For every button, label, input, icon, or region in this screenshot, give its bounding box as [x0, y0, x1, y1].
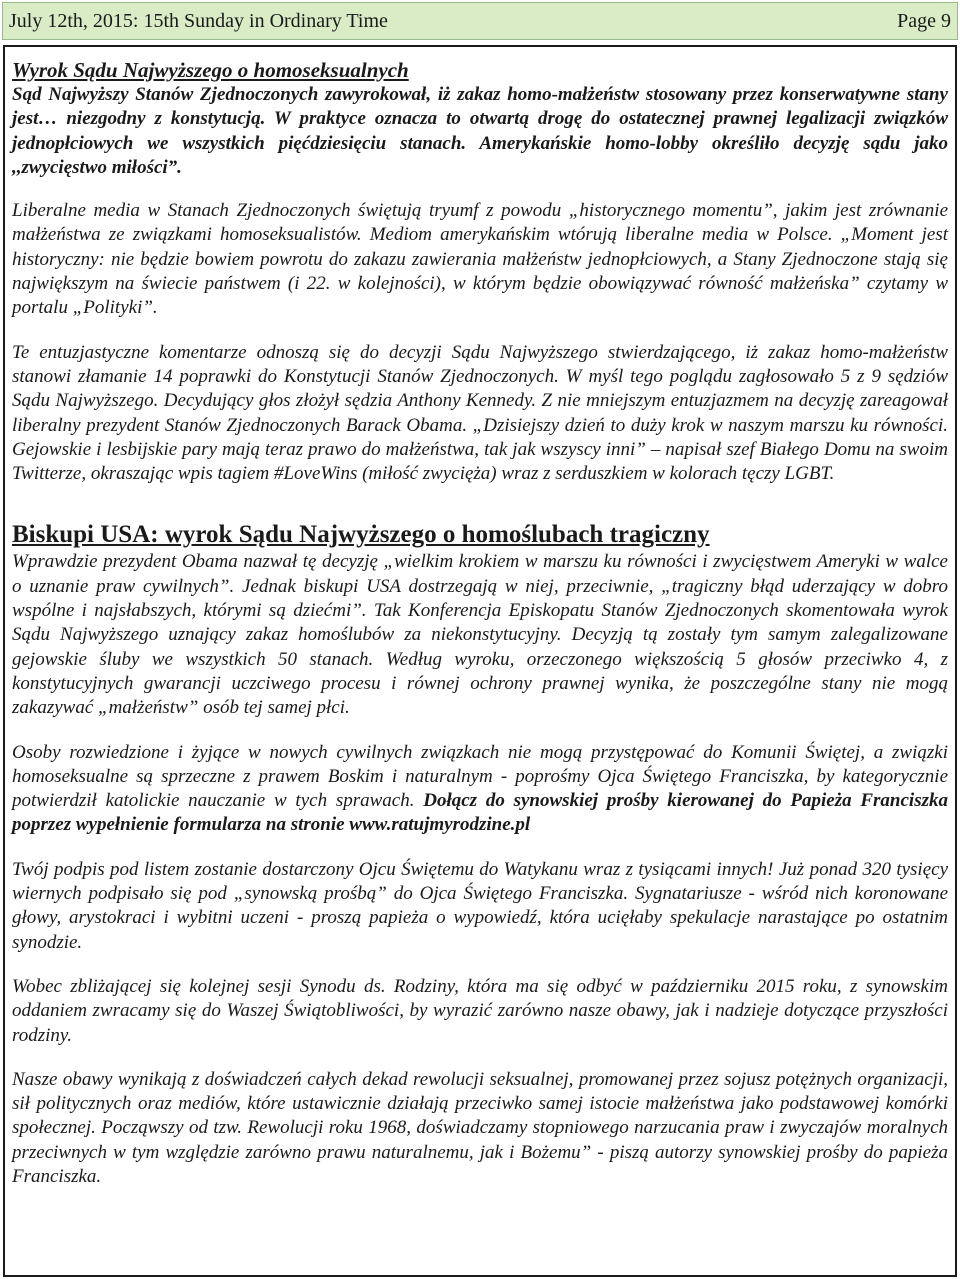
page-content: [12, 57, 948, 1189]
article2-paragraph-4: Wobec zbliżającej się kolejnej sesji Synodu ds. Rodziny, która ma się odbyć w październiku 2015 roku, z synowskim oddaniem zwracamy się do Waszej Świątobliwości, by wyrazić zarówno nasze obawy, jak i nadzieje dotyczące przyszłości rodziny.: [12, 975, 948, 1046]
article1-paragraph-1: Liberalne media w Stanach Zjednoczonych świętują tryumf z powodu „historycznego momentu”, jakim jest zrównanie małżeństwa ze związkami homoseksualistów. Mediom amerykańskim wtórują liberalne media w Polsce. „Moment jest historyczny: nie będzie bowiem powrotu do zakazu zawierania małżeństw jednopłciowych, a Stany Zjednoczone stają się największym na świecie państwem (i 22. w kolejności), w którym będzie obowiązywać równość małżeńska” czytamy w portalu „Polityki”.: [12, 200, 948, 319]
header-date-title: July 12th, 2015: 15th Sunday in Ordinary Time: [9, 9, 388, 32]
article1-title: Wyrok Sądu Najwyższego o homoseksualnych: [12, 58, 409, 82]
article2-paragraph-2-text: Osoby rozwiedzione i żyjące w nowych cywilnych związkach nie mogą przystępować do Komunii Świętej, a związki homoseksualne są sprzeczne z prawem Boskim i naturalnym - poprośmy Ojca Świętego Franciszka, by kategorycznie potwierdził katolickie nauczanie w tych sprawach.: [12, 741, 948, 812]
article2-paragraph-3: Twój podpis pod listem zostanie dostarczony Ojcu Świętemu do Watykanu wraz z tysiącami innych! Już ponad 320 tysięcy wiernych podpisało się pod „synowską prośbą” do Ojca Świętego Franciszka. Sygnatariusze - wśród nich koronowane głowy, arystokraci i wybitni uczeni - proszą papieża o wypowiedź, która ucięłaby spekulacje narastające po ostatnim synodzie.: [12, 858, 948, 953]
article1-lead: Sąd Najwyższy Stanów Zjednoczonych zawyrokował, iż zakaz homo-małżeństw stosowany przez konserwatywne stany jest… niezgodny z konstytucją. W praktyce oznacza to otwartą drogę do ostatecznej prawnej legalizacji związków jednopłciowych we wszystkich pięćdziesięciu stanach. Amerykańskie homo-lobby określiło decyzję sądu jako ,,zwycięstwo miłości”.: [12, 84, 948, 178]
article1-paragraph-2: Te entuzjastyczne komentarze odnoszą się do decyzji Sądu Najwyższego stwierdzającego, iż zakaz homo-małżeństw stanowi złamanie 14 poprawki do Konstytucji Stanów Zjednoczonych. W myśl tego poglądu zagłosowało 5 z 9 sędziów Sądu Najwyższego. Decydujący głos złożył sędzia Anthony Kennedy. Z nie mniejszym entuzjazmem na decyzję zareagował liberalny prezydent Stanów Zjednoczonych Barack Obama. „Dzisiejszy dzień to duży krok w naszym marszu ku równości. Gejowskie i lesbijskie pary mają teraz prawo do małżeństwa, tak jak wszyscy inni” – napisał szef Białego Domu na swoim Twitterze, okraszając wpis tagiem #LoveWins (miłość zwycięża) wraz z serduszkiem w kolorach tęczy LGBT.: [12, 341, 948, 485]
article2-paragraph-5: Nasze obawy wynikają z doświadczeń całych dekad rewolucji seksualnej, promowanej przez sojusz potężnych organizacji, sił politycznych oraz mediów, które ustawicznie działają przeciwko samej istocie małżeństwa jako podstawowej komórki społecznej. Począwszy od tzw. Rewolucji roku 1968, doświadczamy stopniowego narzucania praw i zwyczajów moralnych przeciwnych w tym względzie zarówno prawu naturalnemu, jak i Bożemu” - piszą autorzy synowskiej prośby do papieża Franciszka.: [12, 1068, 948, 1187]
article2-paragraph-1: Wprawdzie prezydent Obama nazwał tę decyzję „wielkim krokiem w marszu ku równości i zwycięstwem Ameryki w walce o uznanie praw cywilnych”. Jednak biskupi USA dostrzegają w niej, przeciwnie, „tragiczny błąd uderzający w dobro wspólne i najsłabszych, którymi są dziećmi”. Tak Konferencja Episkopatu Stanów Zjednoczonych skomentowała wyrok Sądu Najwyższego uznający zakaz homoślubów za niekonstytucyjny. Decyzją tą zostały tym samym zalegalizowane gejowskie śluby we wszystkich 50 stanach. Według wyroku, orzeczonego większością 5 głosów przeciwko 4, z konstytucyjnych gwarancji uczciwego procesu i równej ochrony prawnej wynika, że poszczególne stany nie mogą zakazywać „małżeństw” osób tej samej płci.: [12, 551, 948, 719]
page-header: [2, 2, 958, 40]
article2-paragraph-2: [12, 741, 948, 838]
header-page-number: Page 9: [897, 9, 951, 32]
petition-call-to-action: Dołącz do synowskiej prośby kierowanej do Papieża Franciszka poprzez wypełnienie formularza na stronie www.ratujmyrodzine.pl: [12, 790, 949, 836]
article2-title: Biskupi USA: wyrok Sądu Najwyższego o homoślubach tragiczny: [12, 521, 710, 549]
